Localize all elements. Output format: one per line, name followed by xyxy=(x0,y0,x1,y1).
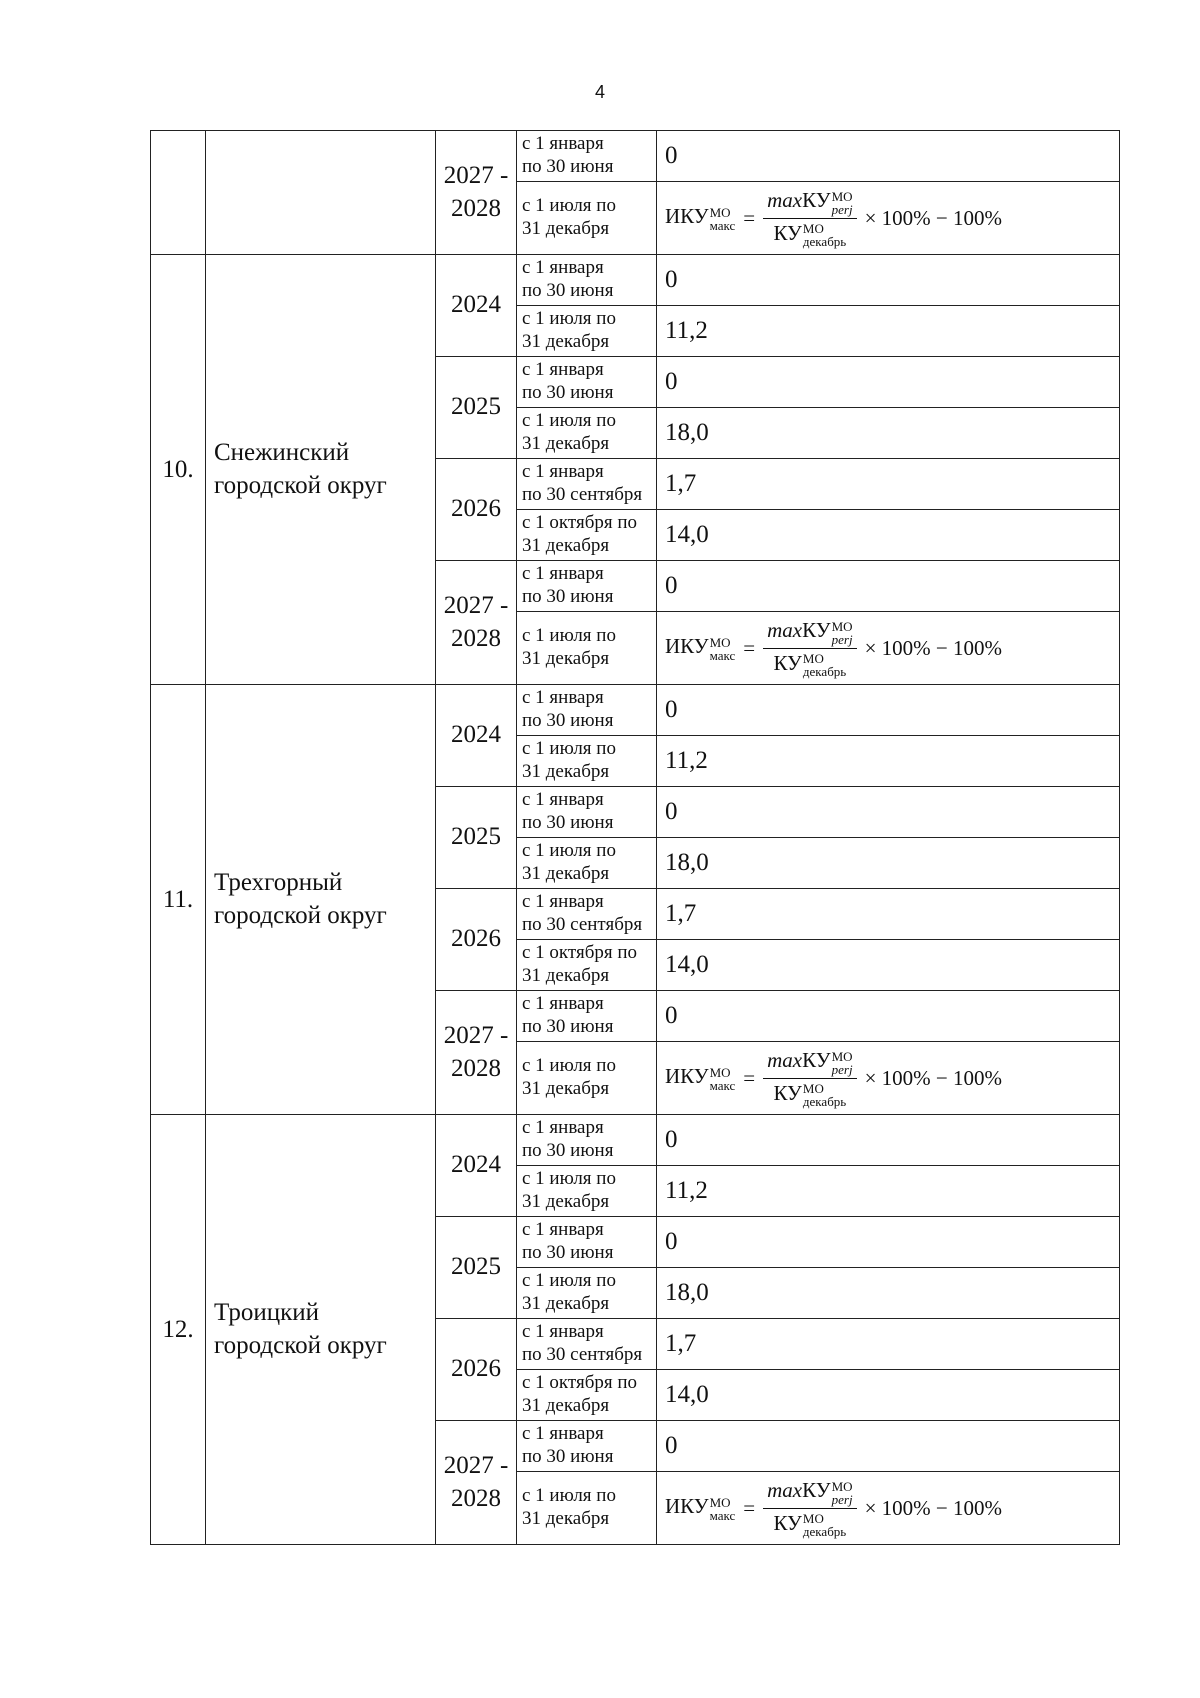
period-label-start: с 1 июля по xyxy=(522,625,616,647)
period-label-start: с 1 июля по xyxy=(522,1055,616,1077)
formula-numerator: maxКУ МО perj xyxy=(763,618,856,648)
coefficients-table xyxy=(150,130,1120,1545)
period-label-start: с 1 июля по xyxy=(522,308,616,330)
value-cell xyxy=(657,182,1120,255)
period-label-start: с 1 января xyxy=(522,359,604,381)
period-cell xyxy=(517,182,657,255)
period-label-start: с 1 января xyxy=(522,789,604,811)
value-cell xyxy=(657,838,1120,889)
period-label-start: с 1 января xyxy=(522,563,604,585)
period-cell xyxy=(517,561,657,612)
value-cell xyxy=(657,131,1120,182)
value-cell xyxy=(657,255,1120,306)
period-label-start: с 1 января xyxy=(522,993,604,1015)
period-cell xyxy=(517,838,657,889)
coefficient-value: 0 xyxy=(665,368,678,395)
table-row xyxy=(151,131,1120,182)
municipality-type: городской округ xyxy=(214,901,387,929)
municipality-cell xyxy=(206,685,436,1115)
formula-lhs: ИКУ МО макс xyxy=(665,1064,736,1093)
period-cell xyxy=(517,306,657,357)
period-label-end: по 30 июня xyxy=(522,710,614,731)
value-cell xyxy=(657,357,1120,408)
period-label-start: с 1 октября по xyxy=(522,942,638,964)
period-label-end: 31 декабря xyxy=(522,863,610,884)
period-label-end: 31 декабря xyxy=(522,433,610,454)
period-cell xyxy=(517,131,657,182)
value-cell xyxy=(657,991,1120,1042)
period-label-start: с 1 января xyxy=(522,891,604,913)
table-row xyxy=(151,1115,1120,1166)
coefficient-value: 0 xyxy=(665,696,678,723)
year-cell: 2024 xyxy=(436,685,517,787)
value-cell xyxy=(657,408,1120,459)
value-cell xyxy=(657,1042,1120,1115)
coefficient-value: 1,7 xyxy=(665,1330,697,1357)
formula-equals: = xyxy=(743,1495,756,1520)
period-cell xyxy=(517,685,657,736)
row-number-cell: 10. xyxy=(151,255,206,685)
period-label-end: 31 декабря xyxy=(522,331,610,352)
coefficient-value: 0 xyxy=(665,1002,678,1029)
period-cell xyxy=(517,1472,657,1545)
year-cell: 2024 xyxy=(436,255,517,357)
coefficient-value: 0 xyxy=(665,1432,678,1459)
formula-tail: × 100% − 100% xyxy=(864,1495,1002,1520)
value-cell xyxy=(657,306,1120,357)
coefficient-value: 14,0 xyxy=(665,521,709,548)
period-cell xyxy=(517,1115,657,1166)
municipality-name: Трехгорный xyxy=(214,869,343,896)
coefficient-value: 11,2 xyxy=(665,747,708,774)
municipality-cell xyxy=(206,131,436,255)
coefficient-value: 18,0 xyxy=(665,419,709,446)
period-label-end: по 30 июня xyxy=(522,1446,614,1467)
period-label-end: по 30 июня xyxy=(522,586,614,607)
coefficient-value: 0 xyxy=(665,572,678,599)
period-label-start: с 1 июля по xyxy=(522,195,616,217)
formula-numerator: maxКУ МО perj xyxy=(763,188,856,218)
period-label-end: 31 декабря xyxy=(522,1191,610,1212)
period-cell xyxy=(517,1319,657,1370)
period-label-start: с 1 июля по xyxy=(522,410,616,432)
period-cell xyxy=(517,1042,657,1115)
formula-tail: × 100% − 100% xyxy=(864,205,1002,230)
value-cell xyxy=(657,1421,1120,1472)
coefficient-value: 0 xyxy=(665,1126,678,1153)
period-label-start: с 1 января xyxy=(522,461,604,483)
period-cell xyxy=(517,1268,657,1319)
value-cell xyxy=(657,612,1120,685)
period-label-end: 31 декабря xyxy=(522,965,610,986)
year-cell: 2025 xyxy=(436,357,517,459)
period-label-start: с 1 января xyxy=(522,1423,604,1445)
formula-equals: = xyxy=(743,1065,756,1090)
period-cell xyxy=(517,459,657,510)
formula-numerator: maxКУ МО perj xyxy=(763,1478,856,1508)
value-cell xyxy=(657,561,1120,612)
period-label-end: по 30 июня xyxy=(522,812,614,833)
coefficient-value: 1,7 xyxy=(665,900,697,927)
value-cell xyxy=(657,787,1120,838)
coefficient-value: 18,0 xyxy=(665,849,709,876)
period-label-end: по 30 июня xyxy=(522,156,614,177)
value-cell xyxy=(657,1217,1120,1268)
period-cell xyxy=(517,1421,657,1472)
period-label-end: 31 декабря xyxy=(522,761,610,782)
formula-equals: = xyxy=(743,635,756,660)
period-cell xyxy=(517,612,657,685)
max-coefficient-formula xyxy=(665,618,1119,677)
period-label-start: с 1 января xyxy=(522,1321,604,1343)
formula-lhs: ИКУ МО макс xyxy=(665,1494,736,1523)
max-coefficient-formula xyxy=(665,1478,1119,1537)
municipality-type: городской округ xyxy=(214,1331,387,1359)
coefficient-value: 11,2 xyxy=(665,1177,708,1204)
period-label-start: с 1 января xyxy=(522,687,604,709)
year-cell: 2025 xyxy=(436,1217,517,1319)
period-cell xyxy=(517,1370,657,1421)
formula-denominator: КУ МО декабрь xyxy=(773,1510,847,1539)
row-number-cell xyxy=(151,131,206,255)
coefficient-value: 1,7 xyxy=(665,470,697,497)
coefficient-value: 11,2 xyxy=(665,317,708,344)
formula-lhs: ИКУ МО макс xyxy=(665,634,736,663)
formula-numerator: maxКУ МО perj xyxy=(763,1048,856,1078)
formula-fraction xyxy=(763,1478,856,1537)
period-label-end: по 30 июня xyxy=(522,1016,614,1037)
row-number-cell: 11. xyxy=(151,685,206,1115)
formula-tail: × 100% − 100% xyxy=(864,1065,1002,1090)
coefficient-value: 0 xyxy=(665,1228,678,1255)
period-label-end: 31 декабря xyxy=(522,535,610,556)
period-cell xyxy=(517,889,657,940)
value-cell xyxy=(657,1319,1120,1370)
year-cell: 2026 xyxy=(436,1319,517,1421)
value-cell xyxy=(657,1268,1120,1319)
formula-denominator: КУ МО декабрь xyxy=(773,1080,847,1109)
period-label-start: с 1 июля по xyxy=(522,1168,616,1190)
period-label-start: с 1 июля по xyxy=(522,1270,616,1292)
period-cell xyxy=(517,1166,657,1217)
value-cell xyxy=(657,1166,1120,1217)
table-row xyxy=(151,685,1120,736)
period-label-end: 31 декабря xyxy=(522,1395,610,1416)
period-label-end: 31 декабря xyxy=(522,1078,610,1099)
period-label-end: по 30 июня xyxy=(522,1140,614,1161)
coefficient-value: 0 xyxy=(665,142,678,169)
year-cell: 2027 - 2028 xyxy=(436,991,517,1115)
value-cell xyxy=(657,1472,1120,1545)
year-cell: 2027 - 2028 xyxy=(436,1421,517,1545)
period-cell xyxy=(517,736,657,787)
year-cell: 2026 xyxy=(436,459,517,561)
period-label-end: по 30 сентября xyxy=(522,914,643,935)
formula-tail: × 100% − 100% xyxy=(864,635,1002,660)
formula-fraction xyxy=(763,618,856,677)
value-cell xyxy=(657,459,1120,510)
value-cell xyxy=(657,1115,1120,1166)
formula-denominator: КУ МО декабрь xyxy=(773,650,847,679)
period-label-start: с 1 января xyxy=(522,133,604,155)
period-cell xyxy=(517,991,657,1042)
municipality-type: городской округ xyxy=(214,471,387,499)
period-cell xyxy=(517,940,657,991)
year-cell: 2024 xyxy=(436,1115,517,1217)
year-cell: 2027 - 2028 xyxy=(436,561,517,685)
period-label-end: 31 декабря xyxy=(522,648,610,669)
period-label-start: с 1 октября по xyxy=(522,1372,638,1394)
max-coefficient-formula xyxy=(665,188,1119,247)
period-label-end: по 30 сентября xyxy=(522,484,643,505)
year-cell: 2026 xyxy=(436,889,517,991)
period-label-end: по 30 сентября xyxy=(522,1344,643,1365)
period-label-end: 31 декабря xyxy=(522,1293,610,1314)
formula-fraction xyxy=(763,188,856,247)
period-label-end: 31 декабря xyxy=(522,1508,610,1529)
value-cell xyxy=(657,736,1120,787)
municipality-name: Троицкий xyxy=(214,1299,319,1326)
coefficient-value: 14,0 xyxy=(665,951,709,978)
formula-lhs: ИКУ МО макс xyxy=(665,204,736,233)
row-number-cell: 12. xyxy=(151,1115,206,1545)
period-label-end: по 30 июня xyxy=(522,382,614,403)
period-label-start: с 1 июля по xyxy=(522,738,616,760)
period-cell xyxy=(517,408,657,459)
value-cell xyxy=(657,889,1120,940)
year-cell: 2025 xyxy=(436,787,517,889)
municipality-name: Снежинский xyxy=(214,439,350,466)
period-label-start: с 1 июля по xyxy=(522,840,616,862)
municipality-cell xyxy=(206,255,436,685)
coefficient-value: 0 xyxy=(665,266,678,293)
period-cell xyxy=(517,787,657,838)
municipality-cell xyxy=(206,1115,436,1545)
formula-denominator: КУ МО декабрь xyxy=(773,220,847,249)
formula-equals: = xyxy=(743,205,756,230)
value-cell xyxy=(657,940,1120,991)
table-row xyxy=(151,255,1120,306)
period-label-start: с 1 июля по xyxy=(522,1485,616,1507)
period-label-end: по 30 июня xyxy=(522,280,614,301)
value-cell xyxy=(657,685,1120,736)
coefficient-value: 14,0 xyxy=(665,1381,709,1408)
period-cell xyxy=(517,255,657,306)
period-cell xyxy=(517,357,657,408)
value-cell xyxy=(657,1370,1120,1421)
formula-fraction xyxy=(763,1048,856,1107)
period-label-start: с 1 октября по xyxy=(522,512,638,534)
max-coefficient-formula xyxy=(665,1048,1119,1107)
period-label-start: с 1 января xyxy=(522,1117,604,1139)
coefficient-value: 0 xyxy=(665,798,678,825)
coefficient-value: 18,0 xyxy=(665,1279,709,1306)
period-label-start: с 1 января xyxy=(522,257,604,279)
period-cell xyxy=(517,1217,657,1268)
period-cell xyxy=(517,510,657,561)
period-label-start: с 1 января xyxy=(522,1219,604,1241)
page-number: 4 xyxy=(594,82,605,102)
year-cell: 2027 - 2028 xyxy=(436,131,517,255)
period-label-end: по 30 июня xyxy=(522,1242,614,1263)
period-label-end: 31 декабря xyxy=(522,218,610,239)
value-cell xyxy=(657,510,1120,561)
